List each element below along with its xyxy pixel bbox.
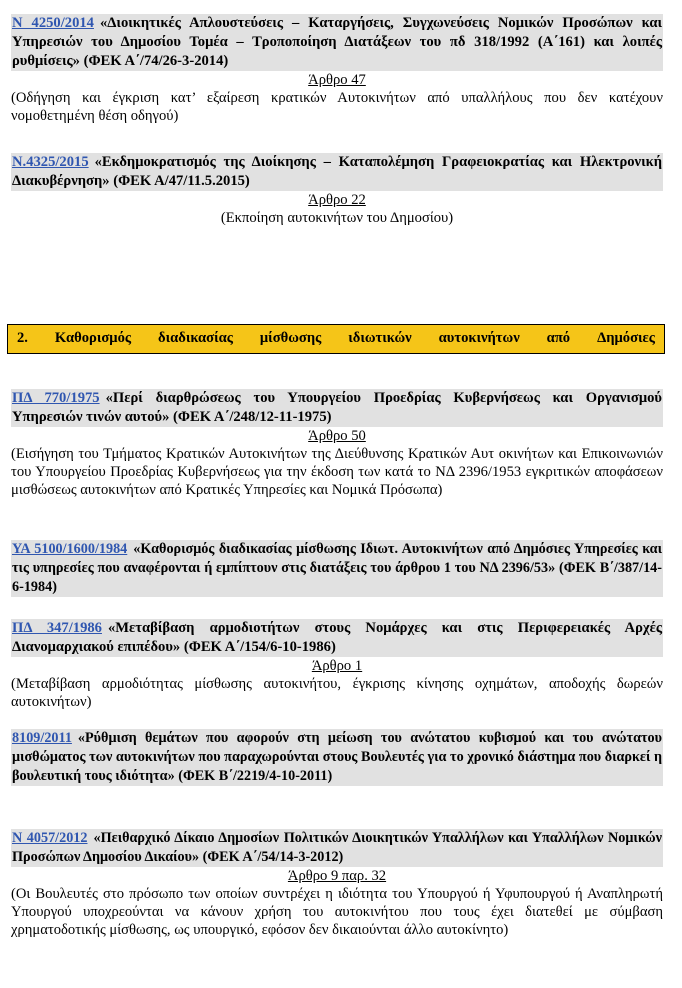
section-word: 2. <box>17 330 28 346</box>
law-heading <box>11 729 663 786</box>
article-reference: Άρθρο 1 <box>311 658 363 674</box>
article-reference: Άρθρο 50 <box>308 428 366 444</box>
law-entry <box>11 153 663 227</box>
section-word: διαδικασίας <box>158 330 233 346</box>
law-link[interactable]: 8109/2011 <box>12 730 72 746</box>
article-reference: Άρθρο 47 <box>308 72 366 88</box>
law-title: «Καθορισμός διαδικασίας μίσθωσης Ιδιωτ. Αυτοκινήτων από Δημόσιες Υπηρεσίες και τις υπηρεσίες που αναφέρονται ή εμπίπτουν στις διατάξεις του άρθρου 1 του ΝΔ 2396/53» (ΦΕΚ Β΄/387/14-6-1984) <box>12 541 662 595</box>
law-entry <box>11 540 663 597</box>
section-heading <box>7 324 665 354</box>
law-entry <box>11 829 663 939</box>
article-reference: Άρθρο 9 παρ. 32 <box>287 868 387 884</box>
law-title: «Μεταβίβαση αρμοδιοτήτων στους Νομάρχες και στις Περιφερειακές Αρχές Διανομαρχιακού επιπέδου» (ΦΕΚ Α΄/154/6-10-1986) <box>12 620 663 655</box>
article-reference: Άρθρο 22 <box>308 192 366 208</box>
law-entry <box>11 389 663 499</box>
section-word: ιδιωτικών <box>348 330 412 346</box>
law-link[interactable]: ΠΔ 347/1986 <box>12 620 102 636</box>
law-link[interactable]: ΥΑ 5100/1600/1984 <box>12 541 128 557</box>
article-description: (Οι Βουλευτές στο πρόσωπο των οποίων συντρέχει η ιδιότητα του Υπουργού ή Υφυπουργού ή Αναπληρωτή Υπουργού υποχρεούνται να κάνουν χρήση του αυτοκινήτου που τους έχει διατεθεί με σύμβαση χρηματοδοτικής μίσθωσης, ως υπουργικό, εφόσον δεν δικαιούνται άλλο αυτοκίνητο) <box>11 886 663 938</box>
law-title: «Περί διαρθρώσεως του Υπουργείου Προεδρίας Κυβερνήσεως και Οργανισμού Υπηρεσιών τινών αυτού» (ΦΕΚ Α΄/248/12-11-1975) <box>12 390 662 425</box>
law-entry <box>11 14 663 125</box>
law-title: «Εκδημοκρατισμός της Διοίκησης – Καταπολέμηση Γραφειοκρατίας και Ηλεκτρονική Διακυβέρνηση» (ΦΕΚ Α/47/11.5.2015) <box>12 154 662 189</box>
law-heading <box>11 153 663 191</box>
article-description: (Οδήγηση και έγκριση κατ’ εξαίρεση κρατικών Αυτοκινήτων από υπαλλήλους που δεν κατέχουν νομοθετημένη θέση οδηγού) <box>11 90 663 124</box>
section-word: αυτοκινήτων <box>438 330 520 346</box>
law-link[interactable]: ΠΔ 770/1975 <box>12 390 100 406</box>
law-link[interactable]: Ν 4250/2014 <box>12 15 94 31</box>
article-description: (Εισήγηση του Τμήματος Κρατικών Αυτοκινήτων της Διεύθυνσης Κρατικών Αυτ οκινήτων και Επικοινωνιών του Υπουργείου Προεδρίας Κυβερνήσεως για την έκδοση των κατά το ΝΔ 2396/1953 εγκριτικών αποφάσεων μισθώσεως αυτοκινήτων από Κρατικές Υπηρεσίες και Νομικά Πρόσωπα) <box>11 446 663 498</box>
section-word: μίσθωσης <box>259 330 322 346</box>
article-description: (Εκποίηση αυτοκινήτων του Δημοσίου) <box>220 210 454 226</box>
law-link[interactable]: Ν.4325/2015 <box>12 154 89 170</box>
law-heading <box>11 14 663 71</box>
law-link[interactable]: Ν 4057/2012 <box>12 830 88 846</box>
law-title: «Ρύθμιση θεμάτων που αφορούν στη μείωση του ανώτατου κυβισμού και του ανώτατου μισθώματος των αυτοκινήτων που παραχωρούνται στους Βουλευτές για το χρονικό διάστημα που διαρκεί η βουλευτική τους ιδιότητα» (ΦΕΚ Β΄/2219/4-10-2011) <box>12 730 662 784</box>
law-entry <box>11 619 663 711</box>
law-title: «Πειθαρχικό Δίκαιο Δημοσίων Πολιτικών Διοικητικών Υπαλλήλων και Υπαλλήλων Νομικών Προσώπων Δημοσίου Δικαίου» (ΦΕΚ Α΄/54/14-3-2012) <box>12 830 663 865</box>
section-word: Δημόσιες <box>597 330 655 346</box>
law-heading <box>11 540 663 597</box>
law-heading <box>11 389 663 427</box>
article-description: (Μεταβίβαση αρμοδιότητας μίσθωσης αυτοκινήτου, έγκρισης κίνησης οχημάτων, αποδοχής δωρεών αυτοκινήτων) <box>11 676 663 710</box>
law-heading <box>11 829 663 867</box>
section-word: Καθορισμός <box>54 330 132 346</box>
law-title: «Διοικητικές Απλουστεύσεις – Καταργήσεις, Συγχωνεύσεις Νομικών Προσώπων και Υπηρεσιών του Δημοσίου Τομέα – Τροποποίηση Διατάξεων του πδ 318/1992 (Α΄161) και λοιπές ρυθμίσεις» (ΦΕΚ Α΄/74/26-3-2014) <box>12 15 662 69</box>
law-entry <box>11 729 663 786</box>
section-word: από <box>546 330 571 346</box>
law-heading <box>11 619 663 657</box>
